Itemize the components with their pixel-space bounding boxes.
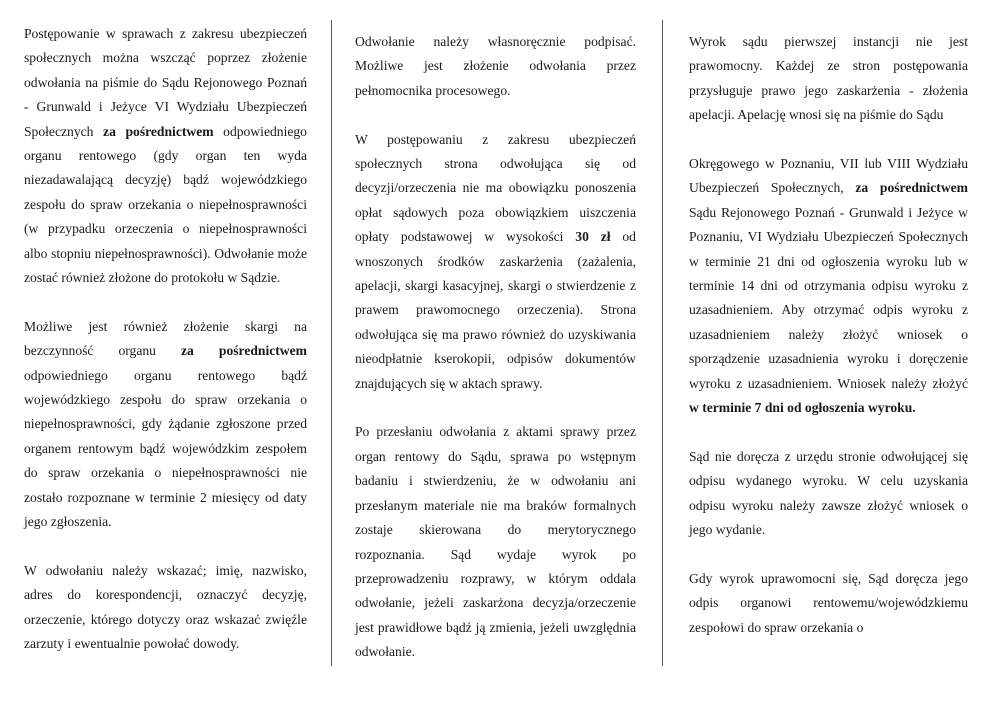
paragraph-judgment-appeal: Wyrok sądu pierwszej instancji nie jest prawomocny. Każdej ze stron postępowania przysługuje prawo jego zaskarżenia - złożenia apelacji. Apelację wnosi się na piśmie do Sądu (689, 34, 968, 123)
column-3 (689, 30, 968, 640)
column-divider (331, 20, 332, 666)
column-1 (24, 22, 307, 657)
paragraph-final-judgment: Gdy wyrok uprawomocni się, Sąd doręcza jego odpis organowi rentowemu/wojewódzkiemu zespołowi do spraw orzekania o (689, 570, 968, 635)
paragraph-court-fees: W postępowaniu z zakresu ubezpieczeń społecznych strona odwołująca się od decyzji/orzeczenia nie ma obowiązku ponoszenia opłat sądowych poza obowiązkiem uiszczenia opłaty podstawowej w wysokości 30 zł od wnoszonych środków zaskarżenia (zażalenia, apelacji, skargi kasacyjnej, skargi o stwierdzenie z prawem prawomocnego orzeczenia). Strona odwołująca się ma prawo również do uzyskiwania nieodpłatnie kserokopii, odpisów dokumentów znajdujących się w aktach sprawy. (355, 131, 636, 391)
paragraph-appeal-contents: W odwołaniu należy wskazać; imię, nazwisko, adres do korespondencji, oznaczyć decyzję, orzeczenie, którego dotyczy oraz wskazać zwięźle zarzuty i ewentualnie powołać dowody. (24, 562, 307, 652)
column-divider (662, 20, 663, 666)
paragraph-signature: Odwołanie należy własnoręcznie podpisać. Możliwe jest złożenie odwołania przez pełnomocnika procesowego. (355, 34, 636, 98)
paragraph-appeal-deadline: Okręgowego w Poznaniu, VII lub VIII Wydziału Ubezpieczeń Społecznych, za pośrednictwem Sądu Rejonowego Poznań - Grunwald i Jeżyce w Poznaniu, VI Wydziału Ubezpieczeń Społecznych w terminie 21 dni od ogłoszenia wyroku lub w terminie 14 dni od otrzymania odpisu wyroku z uzasadnieniem. Aby otrzymać odpis wyroku z uzasadnieniem należy złożyć wniosek o sporządzenie uzasadnienia wyroku i doręczenie wyroku z uzasadnieniem. Wniosek należy złożyć w terminie 7 dni od ogłoszenia wyroku. (689, 156, 968, 416)
paragraph-inaction-complaint: Możliwe jest również złożenie skargi na bezczynność organu za pośrednictwem odpowiedniego organu rentowego bądź wojewódzkiego zespołu do spraw orzekania o niepełnosprawności, gdy żądanie zgłoszone przed organem rentowym bądź wojewódzkim zespołem do spraw orzekania o niepełnosprawności nie zostało rozpoznane w terminie 2 miesięcy od daty jego zgłoszenia. (24, 318, 307, 530)
paragraph-proceedings: Po przesłaniu odwołania z aktami sprawy przez organ rentowy do Sądu, sprawa po wstępnym badaniu i stwierdzeniu, że w odwołaniu ani przesłanym materiale nie ma braków formalnych zostaje skierowana do merytorycznego rozpoznania. Sąd wydaje wyrok po przeprowadzeniu rozprawy, w którym oddala odwołanie, jeżeli zaskarżona decyzja/orzeczenie jest prawidłowe bądź ją zmienia, jeżeli uwzględnia odwołanie. (355, 424, 636, 660)
paragraph-appeal-filing: Postępowanie w sprawach z zakresu ubezpieczeń społecznych można wszcząć poprzez złożenie odwołania na piśmie do Sądu Rejonowego Poznań - Grunwald i Jeżyce VI Wydziału Ubezpieczeń Społecznych za pośrednictwem odpowiedniego organu rentowego (gdy organ ten wyda niezadawalającą decyzję) bądź wojewódzkiego zespołu do spraw orzekania o niepełnosprawności (w przypadku orzeczenia o niepełnosprawności albo stopniu niepełnosprawności). Odwołanie może zostać również złożone do protokołu w Sądzie. (24, 26, 307, 286)
column-2 (355, 30, 636, 665)
paragraph-judgment-copy: Sąd nie doręcza z urzędu stronie odwołującej się odpisu wydanego wyroku. W celu uzyskania odpisu wyroku należy zawsze złożyć wniosek o jego wydanie. (689, 448, 968, 538)
